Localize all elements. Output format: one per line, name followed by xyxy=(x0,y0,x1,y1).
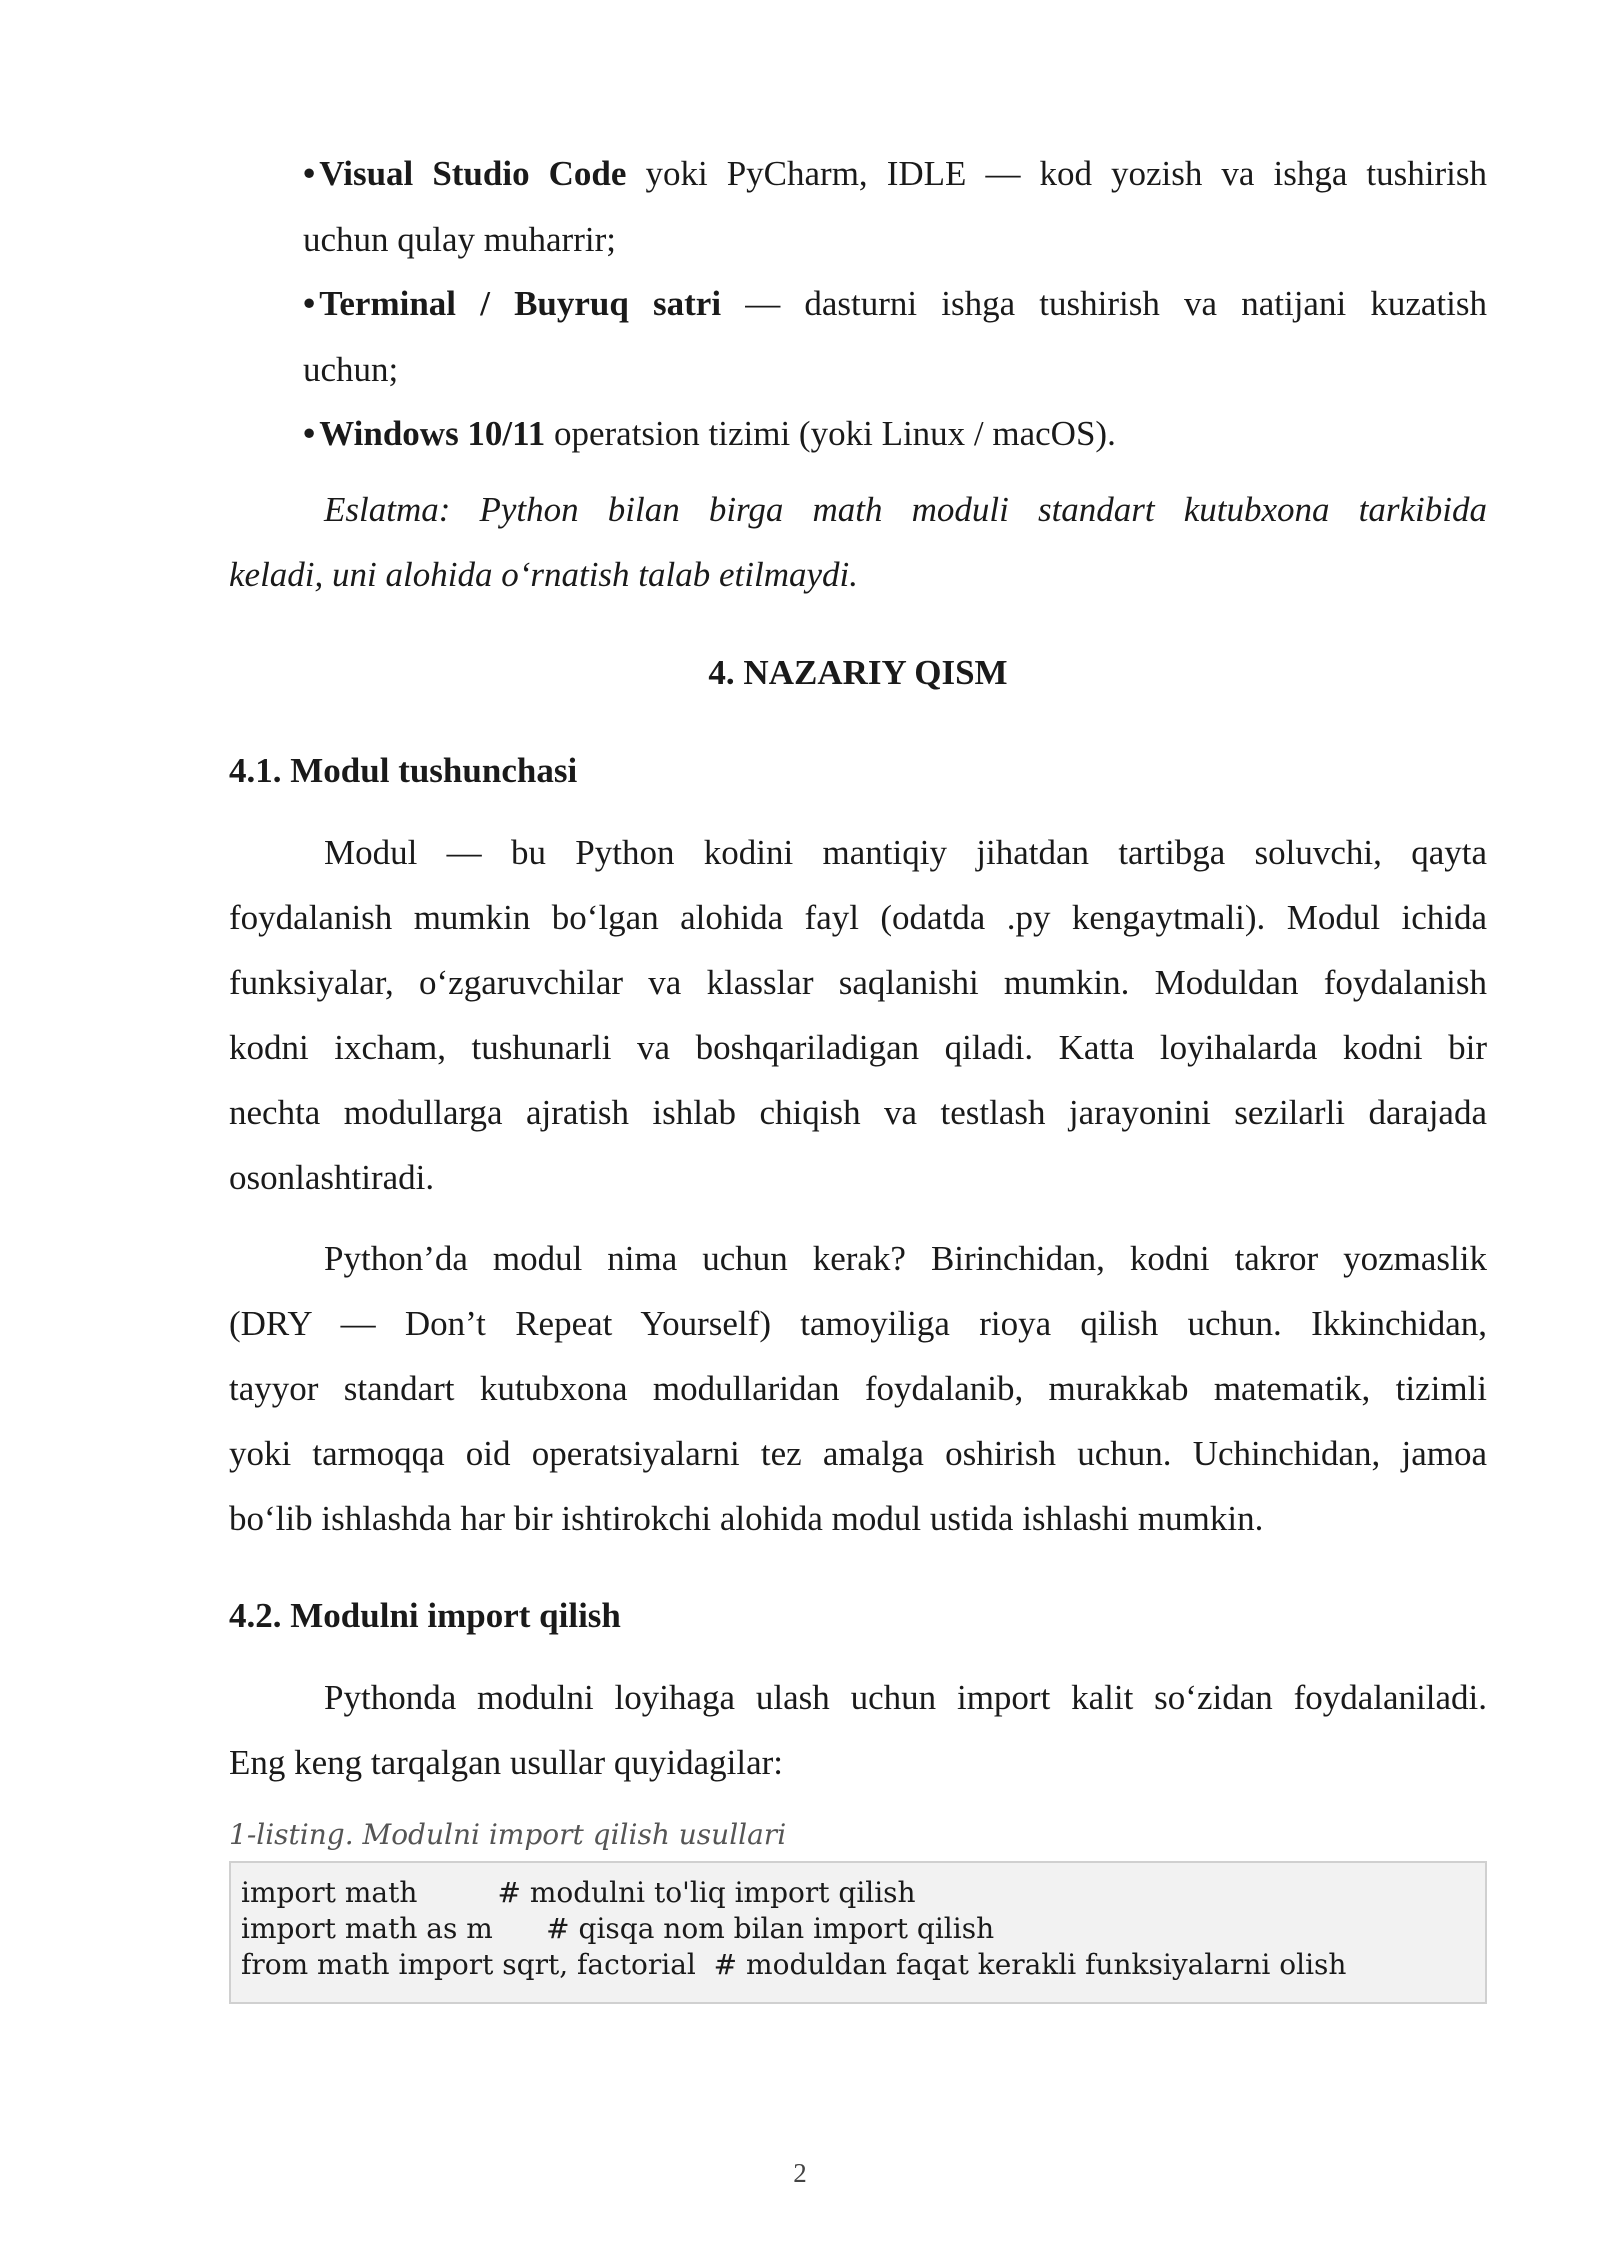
bullet-dot-icon: • xyxy=(303,414,316,453)
note-line xyxy=(229,553,858,597)
paragraph-line: tayyor standart kutubxona modullaridan foydalanib, murakkab matematik, tizimli xyxy=(229,1369,1487,1408)
note-line xyxy=(324,488,1487,532)
paragraph-line: Pythonda modulni loyihaga ulash uchun import kalit so‘zidan foydalaniladi. xyxy=(324,1678,1487,1717)
subsection-title: 4.1. Modul tushunchasi xyxy=(229,751,578,790)
paragraph-line: bo‘lib ishlashda har bir ishtirokchi alohida modul ustida ishlashi mumkin. xyxy=(229,1499,1264,1538)
note-text: keladi, uni alohida o‘rnatish talab etilmaydi. xyxy=(229,555,858,594)
paragraph-line: kodni ixcham, tushunarli va boshqariladigan qiladi. Katta loyihalarda kodni bir xyxy=(229,1028,1487,1067)
page-number: 2 xyxy=(793,2158,807,2188)
bullet-dot-icon: • xyxy=(303,154,316,193)
bullet-item xyxy=(303,412,1116,456)
paragraph-line: Modul — bu Python kodini mantiqiy jihatdan tartibga soluvchi, qayta xyxy=(324,833,1487,872)
paragraph-line: Eng keng tarqalgan usullar quyidagilar: xyxy=(229,1743,784,1782)
paragraph-line: Python’da modul nima uchun kerak? Birinchidan, kodni takror yozmaslik xyxy=(324,1239,1487,1278)
bullet-continuation: uchun qulay muharrir; xyxy=(303,220,616,259)
code-block xyxy=(229,1861,1487,2004)
bullet-bold: Visual Studio Code xyxy=(319,154,627,193)
bullet-item xyxy=(303,152,1487,196)
paragraph-line: funksiyalar, o‘zgaruvchilar va klasslar saqlanishi mumkin. Moduldan foydalanish xyxy=(229,963,1487,1002)
paragraph-line: osonlashtiradi. xyxy=(229,1158,435,1197)
bullet-bold: Windows 10/11 xyxy=(319,414,546,453)
bullet-continuation: uchun; xyxy=(303,350,399,389)
bullet-text: yoki PyCharm, IDLE — kod yozish va ishga tushirish xyxy=(626,154,1487,193)
bullet-text: operatsion tizimi (yoki Linux / macOS). xyxy=(545,414,1116,453)
paragraph-line: (DRY — Don’t Repeat Yourself) tamoyiliga rioya qilish uchun. Ikkinchidan, xyxy=(229,1304,1487,1343)
code-line: import math # modulni to'liq import qilish xyxy=(241,1876,916,1909)
bullet-dot-icon: • xyxy=(303,284,316,323)
listing-caption: 1-listing. Modulni import qilish usullari xyxy=(229,1818,787,1851)
paragraph-line: yoki tarmoqqa oid operatsiyalarni tez amalga oshirish uchun. Uchinchidan, jamoa xyxy=(229,1434,1487,1473)
bullet-item xyxy=(303,282,1487,326)
bullet-bold: Terminal / Buyruq satri xyxy=(319,284,722,323)
paragraph-line: nechta modullarga ajratish ishlab chiqish va testlash jarayonini sezilarli darajada xyxy=(229,1093,1487,1132)
code-line: import math as m # qisqa nom bilan import qilish xyxy=(241,1912,995,1945)
bullet-text: — dasturni ishga tushirish va natijani kuzatish xyxy=(721,284,1487,323)
subsection-title: 4.2. Modulni import qilish xyxy=(229,1596,621,1635)
section-title: 4. NAZARIY QISM xyxy=(708,653,1008,692)
code-line: from math import sqrt, factorial # moduldan faqat kerakli funksiyalarni olish xyxy=(241,1948,1347,1981)
paragraph-line: foydalanish mumkin bo‘lgan alohida fayl (odatda .py kengaytmali). Modul ichida xyxy=(229,898,1487,937)
note-text: Eslatma: Python bilan birga math moduli standart kutubxona tarkibida xyxy=(324,490,1487,529)
